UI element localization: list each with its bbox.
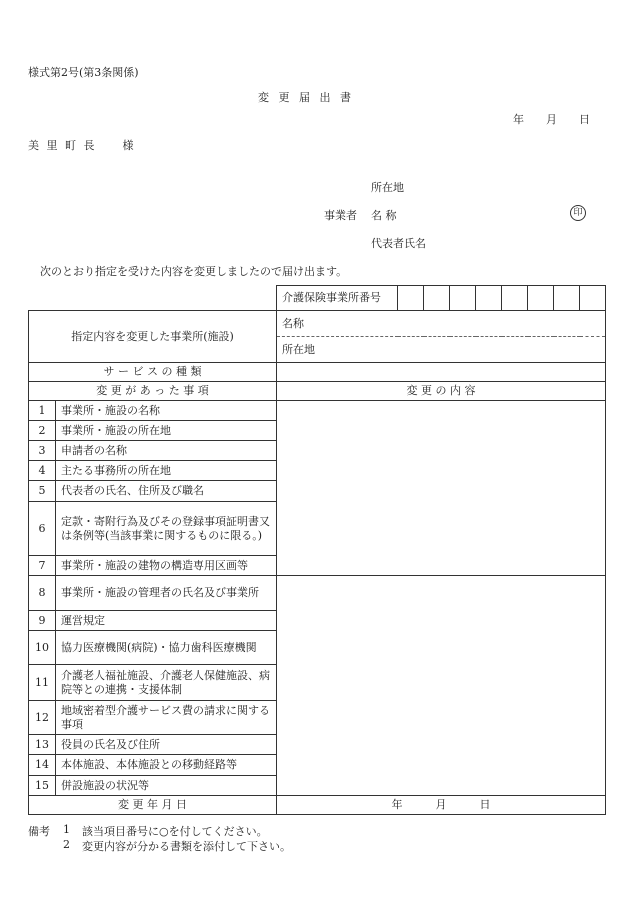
note-number: 2 — [63, 838, 70, 851]
item-text: 主たる事務所の所在地 — [56, 461, 277, 481]
seal-stamp-icon: 印 — [570, 205, 586, 221]
facility-label: 指定内容を変更した事業所(施設) — [29, 311, 277, 363]
item-number[interactable]: 7 — [29, 556, 56, 576]
item-text: 本体施設、本体施設との移動経路等 — [56, 755, 277, 776]
provider-number-label: 介護保険事業所番号 — [277, 286, 398, 311]
item-text: 役員の氏名及び住所 — [56, 735, 277, 755]
note-number: 1 — [63, 823, 70, 836]
document-title: 変 更 届 出 書 — [258, 91, 354, 104]
provider-number-digit[interactable] — [424, 286, 450, 311]
item-number[interactable]: 6 — [29, 502, 56, 556]
notes-label: 備考 — [28, 825, 50, 838]
item-text: 介護老人福祉施設、介護老人保健施設、病院等との連携・支援体制 — [56, 665, 277, 701]
applicant-group-label: 事業者 — [324, 209, 357, 222]
item-number[interactable]: 5 — [29, 481, 56, 502]
addressee: 美 里 町 長 様 — [28, 139, 136, 152]
item-text: 事業所・施設の管理者の氏名及び事業所 — [56, 576, 277, 611]
intro-text: 次のとおり指定を受けた内容を変更しましたので届け出ます。 — [40, 265, 348, 278]
item-number[interactable]: 10 — [29, 631, 56, 665]
provider-number-digit[interactable] — [502, 286, 528, 311]
facility-name-label: 名称 — [282, 316, 304, 330]
item-text: 定款・寄附行為及びその登録事項証明書又は条例等(当該事業に関するものに限る。) — [56, 502, 277, 556]
change-content-field-upper[interactable] — [277, 401, 606, 576]
item-text: 協力医療機関(病院)・協力歯科医療機関 — [56, 631, 277, 665]
item-number[interactable]: 14 — [29, 755, 56, 776]
date-line: 年 月 日 — [513, 113, 590, 126]
item-number[interactable]: 3 — [29, 441, 56, 461]
provider-number-digit[interactable] — [450, 286, 476, 311]
item-text: 代表者の氏名、住所及び職名 — [56, 481, 277, 502]
item-text: 地域密着型介護サービス費の請求に関する事項 — [56, 701, 277, 735]
provider-number-digit[interactable] — [554, 286, 580, 311]
change-content-field-lower[interactable] — [277, 576, 606, 796]
provider-number-digit[interactable] — [398, 286, 424, 311]
note-text: 変更内容が分かる書類を添付して下さい。 — [82, 840, 291, 853]
item-number[interactable]: 9 — [29, 611, 56, 631]
facility-address-field[interactable] — [277, 337, 606, 363]
item-number[interactable]: 11 — [29, 665, 56, 701]
form-number: 様式第2号(第3条関係) — [28, 66, 139, 79]
item-text: 申請者の名称 — [56, 441, 277, 461]
provider-number-digit[interactable] — [528, 286, 554, 311]
item-text: 併設施設の状況等 — [56, 776, 277, 796]
facility-name-field[interactable] — [277, 311, 606, 337]
item-text: 事業所・施設の所在地 — [56, 421, 277, 441]
applicant-name-label: 名 称 — [371, 209, 397, 222]
change-form-table — [28, 285, 606, 815]
blank-cell — [29, 286, 277, 311]
change-content-header: 変 更 の 内 容 — [277, 382, 606, 401]
service-type-field[interactable] — [277, 363, 606, 382]
applicant-representative-label: 代表者氏名 — [371, 237, 426, 250]
changed-items-header: 変 更 が あ っ た 事 項 — [29, 382, 277, 401]
item-number[interactable]: 2 — [29, 421, 56, 441]
item-number[interactable]: 13 — [29, 735, 56, 755]
item-text: 事業所・施設の建物の構造専用区画等 — [56, 556, 277, 576]
item-number[interactable]: 1 — [29, 401, 56, 421]
item-number[interactable]: 4 — [29, 461, 56, 481]
item-number[interactable]: 12 — [29, 701, 56, 735]
note-text: 該当項目番号に○を付してください。 — [82, 825, 268, 838]
item-number[interactable]: 15 — [29, 776, 56, 796]
item-text: 事業所・施設の名称 — [56, 401, 277, 421]
facility-address-label: 所在地 — [282, 342, 315, 356]
applicant-address-label: 所在地 — [371, 181, 404, 194]
provider-number-digit[interactable] — [580, 286, 606, 311]
item-number[interactable]: 8 — [29, 576, 56, 611]
service-type-label: サ ー ビ ス の 種 類 — [29, 363, 277, 382]
provider-number-digit[interactable] — [476, 286, 502, 311]
change-date-field[interactable]: 年 月 日 — [277, 796, 606, 815]
change-date-label: 変 更 年 月 日 — [29, 796, 277, 815]
item-text: 運営規定 — [56, 611, 277, 631]
